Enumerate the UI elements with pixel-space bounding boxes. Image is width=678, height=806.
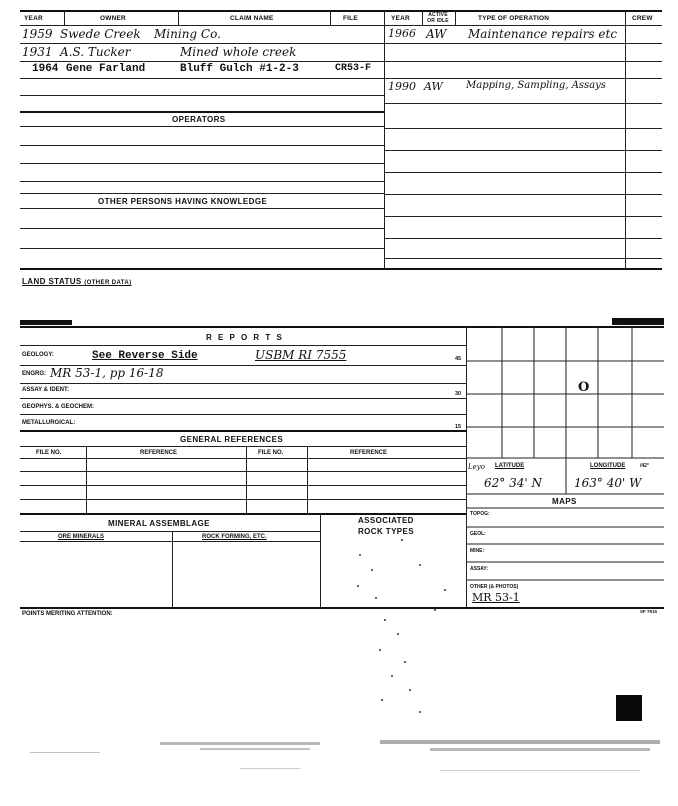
longitude-suffix: /42° <box>640 463 649 469</box>
operators-heading: OPERATORS <box>172 115 226 124</box>
header-crew: CREW <box>632 15 653 22</box>
mine-label: MINE: <box>470 548 485 554</box>
land-status-heading: LAND STATUS (OTHER DATA) <box>22 277 132 286</box>
op-status-1: AW <box>426 27 447 41</box>
header-year-2: YEAR <box>391 15 410 22</box>
owner-year-2: 1931 <box>22 45 53 59</box>
associated-heading: ASSOCIATED <box>358 516 414 525</box>
engrg-label: ENGRG: <box>22 371 46 377</box>
owner-year-3: 1964 <box>32 63 59 75</box>
op-type-2: Mapping, Sampling, Assays <box>466 80 606 91</box>
mineral-assemblage-heading: MINERAL ASSEMBLAGE <box>108 519 210 528</box>
owner-name-2: A.S. Tucker <box>60 45 131 59</box>
geology-ref: USBM RI 7555 <box>255 348 347 362</box>
header-active-or-idle: ACTIVE OR IDLE <box>427 12 449 24</box>
form-code: SF 7915 <box>640 609 658 614</box>
latitude-value: 62° 34' N <box>484 476 542 490</box>
longitude-value: 163° 40' W <box>574 476 642 490</box>
assay-ident-label: ASSAY & IDENT: <box>22 387 70 393</box>
reports-heading: R E P O R T S <box>206 333 284 342</box>
owner-name-1: Swede Creek <box>60 27 141 41</box>
geol-label: GEOL: <box>470 531 486 537</box>
grid-number-30: 30 <box>455 391 462 397</box>
geology-label: GEOLOGY: <box>22 352 54 358</box>
engrg-value: MR 53-1, pp 16-18 <box>50 366 164 380</box>
grid-number-45: 45 <box>455 356 462 362</box>
header-file: FILE <box>343 15 358 22</box>
ref-header-file-no-2: FILE NO. <box>258 450 284 456</box>
general-references-heading: GENERAL REFERENCES <box>180 435 284 444</box>
owner-claim-2: Mined whole creek <box>180 45 297 59</box>
header-owner: OWNER <box>100 15 126 22</box>
header-claim-name: CLAIM NAME <box>230 15 274 22</box>
owner-claim-1: Mining Co. <box>154 27 221 41</box>
owner-claim-3: Bluff Gulch #1-2-3 <box>180 63 299 75</box>
other-photos-value: MR 53-1 <box>472 591 520 604</box>
owner-name-3: Gene Farland <box>66 63 146 75</box>
grid-number-15: 15 <box>455 424 462 430</box>
rock-types-heading: ROCK TYPES <box>358 527 415 536</box>
other-photos-label: OTHER (& PHOTOS) <box>470 584 519 590</box>
op-year-2: 1990 <box>388 80 416 93</box>
op-status-2: AW <box>424 80 443 93</box>
op-year-1: 1966 <box>388 27 416 40</box>
header-year: YEAR <box>24 15 43 22</box>
op-type-1: Maintenance repairs etc <box>468 27 618 41</box>
ore-minerals-header: ORE MINERALS <box>58 534 105 540</box>
geology-typed: See Reverse Side <box>92 350 198 362</box>
geophys-label: GEOPHYS. & GEOCHEM: <box>22 404 95 410</box>
other-persons-heading: OTHER PERSONS HAVING KNOWLEDGE <box>98 197 268 206</box>
rock-forming-header: ROCK FORMING, ETC. <box>202 534 267 540</box>
grid-mark: O <box>578 380 590 395</box>
latitude-label: LATITUDE <box>495 463 525 469</box>
topog-label: TOPOG: <box>470 511 490 517</box>
header-type-of-operation: TYPE OF OPERATION <box>478 15 550 22</box>
assay-label: ASSAY: <box>470 566 489 572</box>
points-meriting-attention: POINTS MERITING ATTENTION: <box>22 611 113 617</box>
ref-header-reference: REFERENCE <box>140 450 178 456</box>
metallurgical-label: METALLURGICAL: <box>22 420 76 426</box>
longitude-label: LONGITUDE <box>590 463 626 469</box>
ref-header-file-no: FILE NO. <box>36 450 62 456</box>
owner-year-1: 1959 <box>22 27 53 41</box>
owner-file-3: CR53-F <box>335 63 372 74</box>
maps-heading: MAPS <box>552 497 577 506</box>
ref-header-reference-2: REFERENCE <box>350 450 388 456</box>
location-prefix: Leyo <box>468 463 485 471</box>
